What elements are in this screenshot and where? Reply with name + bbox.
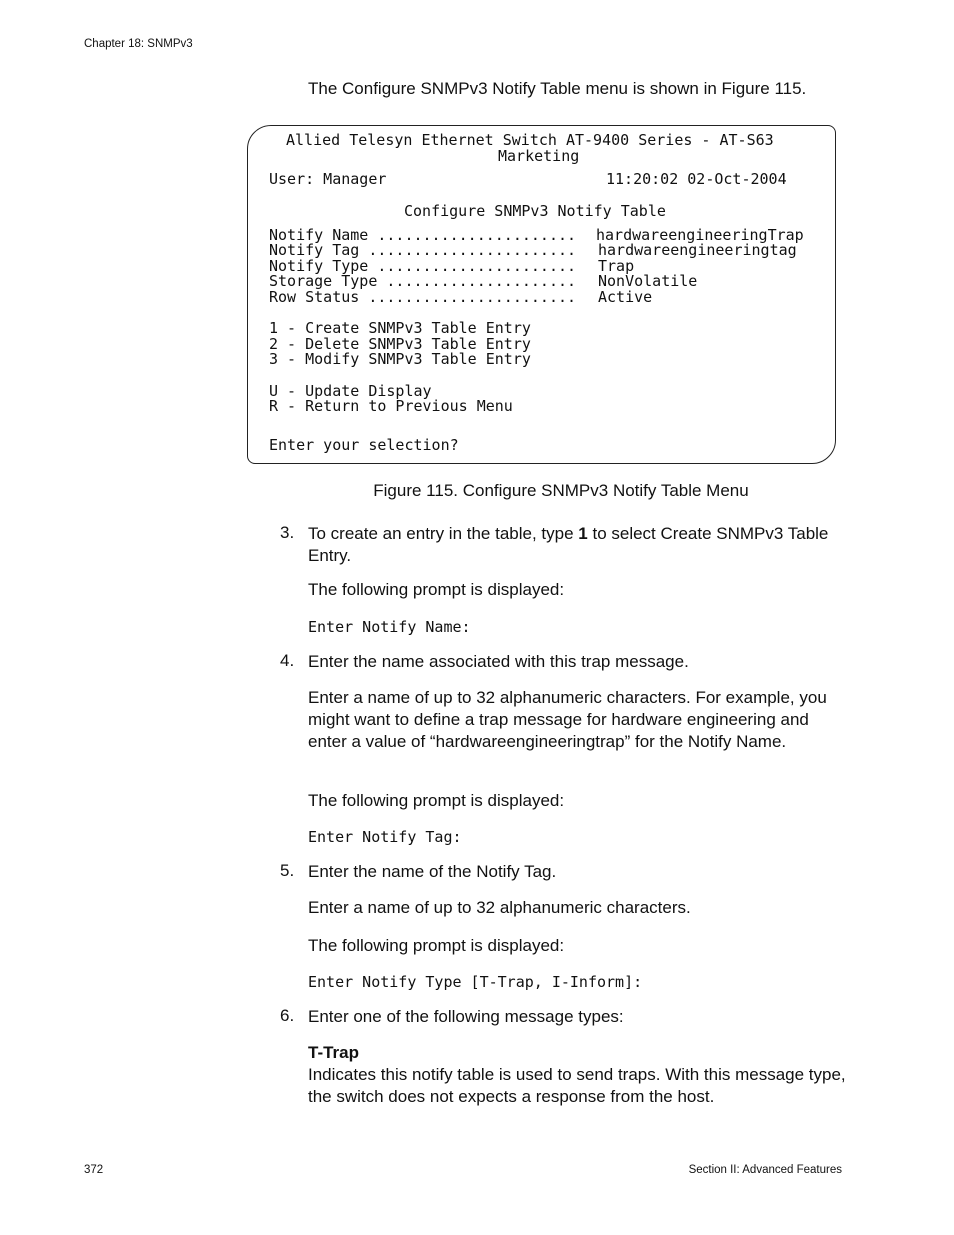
term-description: Indicates this notify table is used to send traps. With this message type, the switch does not expects a response from the host. (308, 1065, 846, 1106)
terminal-screen-figure (247, 125, 836, 464)
screen-title: Allied Telesyn Ethernet Switch AT-9400 Series - AT-S63 (286, 131, 774, 149)
menu-option: 2 - Delete SNMPv3 Table Entry (269, 335, 531, 353)
running-header: Chapter 18: SNMPv3 (84, 38, 193, 50)
menu-option: 3 - Modify SNMPv3 Table Entry (269, 350, 531, 368)
field-value: Active (598, 288, 653, 306)
field-value: hardwareengineeringtag (598, 241, 797, 259)
step-number: 5. (280, 861, 295, 880)
step-text: Enter the name of the Notify Tag. (308, 862, 557, 881)
menu-option: U - Update Display (269, 382, 432, 400)
field-value: NonVolatile (598, 272, 698, 290)
prompt-intro: The following prompt is displayed: (308, 936, 565, 955)
screen-prompt: Enter your selection? (269, 436, 459, 454)
step-text: Enter the name associated with this trap message. (308, 652, 689, 671)
screen-system-name: Marketing (498, 147, 580, 165)
step-text: Enter one of the following message types: (308, 1007, 624, 1026)
code-prompt: Enter Notify Name: (308, 618, 471, 636)
step-text-part: to select Create SNMPv3 Table Entry. (308, 524, 829, 565)
step-number: 3. (280, 523, 295, 542)
step-number: 4. (280, 651, 295, 670)
field-label: Notify Name ...................... (269, 226, 577, 244)
field-value: Trap (598, 257, 635, 275)
intro-text: The Configure SNMPv3 Notify Table menu is shown in Figure 115. (308, 79, 807, 98)
step-text (308, 523, 848, 567)
code-prompt: Enter Notify Type [T-Trap, I-Inform]: (308, 973, 643, 991)
menu-option: R - Return to Previous Menu (269, 397, 513, 415)
figure-caption: Figure 115. Configure SNMPv3 Notify Table Menu (373, 481, 749, 500)
field-label: Notify Tag ....................... (269, 241, 577, 259)
prompt-intro: The following prompt is displayed: (308, 791, 565, 810)
field-label: Row Status ....................... (269, 288, 577, 306)
menu-option: 1 - Create SNMPv3 Table Entry (269, 319, 531, 337)
step-number: 6. (280, 1006, 295, 1025)
step-text-part: To create an entry in the table, type (308, 524, 579, 543)
step-detail: Enter a name of up to 32 alphanumeric characters. (308, 898, 691, 917)
field-value: hardwareengineeringTrap (596, 226, 804, 244)
page-number: 372 (84, 1164, 104, 1176)
code-prompt: Enter Notify Tag: (308, 828, 462, 846)
screen-user: User: Manager (269, 170, 387, 188)
field-label: Notify Type ...................... (269, 257, 577, 275)
screen-datetime: 11:20:02 02-Oct-2004 (606, 170, 787, 188)
screen-menu-title: Configure SNMPv3 Notify Table (404, 202, 666, 220)
step-detail: Enter a name of up to 32 alphanumeric characters. For example, you might want to define a trap message for hardware engineering and enter a value of “hardwareengineeringtrap” for the Notify Name. (308, 688, 827, 751)
running-footer: Section II: Advanced Features (688, 1164, 842, 1176)
step-key: 1 (578, 524, 588, 543)
term-heading: T-Trap (308, 1043, 360, 1062)
field-label: Storage Type ..................... (269, 272, 577, 290)
prompt-intro: The following prompt is displayed: (308, 580, 565, 599)
